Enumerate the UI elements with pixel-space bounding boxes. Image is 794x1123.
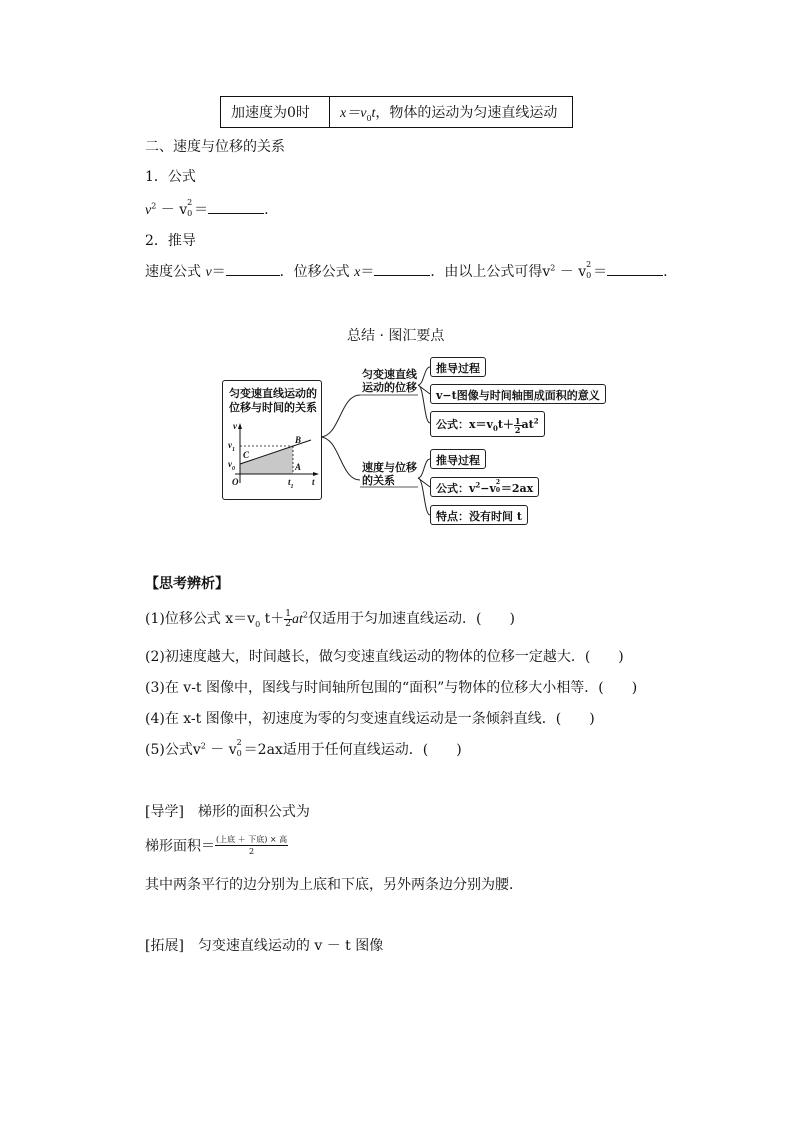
- derive-b: ＝: [211, 264, 226, 280]
- graph-label-v: v: [233, 421, 237, 431]
- branch1-line2: 运动的位移: [362, 381, 417, 394]
- formula-t: t: [371, 105, 376, 121]
- b1-formula-c: at: [521, 418, 534, 431]
- b1-formula-a: 公式：x＝v: [436, 418, 493, 431]
- q5-c: ＝2ax适用于任何直线运动．( ): [243, 742, 462, 758]
- item2-label: 2．推导: [145, 233, 196, 249]
- graph-label-t1: [288, 477, 294, 490]
- b2-item-feature: 特点：没有时间 t: [430, 505, 528, 525]
- guide-formula-a: 梯形面积＝: [145, 838, 215, 855]
- think-q3: (3)在 v-t 图像中，图线与时间轴所包围的“面积”与物体的位移大小相等．( ): [145, 680, 638, 696]
- q1-frac-num: 1: [285, 608, 291, 619]
- formula-x: x＝v: [340, 105, 367, 121]
- q1-sub: 0: [255, 619, 261, 629]
- graph-label-B: B: [295, 435, 302, 445]
- formula-sup: 2: [151, 201, 157, 211]
- think-q5: [145, 739, 462, 759]
- graph-label-C: C: [243, 450, 250, 460]
- think-q4: (4)在 x-t 图像中，初速度为零的匀变速直线运动是一条倾斜直线．( ): [145, 711, 595, 727]
- guide-heading: [导学] 梯形的面积公式为: [145, 804, 310, 820]
- graph-label-A: A: [295, 462, 302, 472]
- formula-line: [145, 199, 269, 219]
- guide-frac-den: 2: [249, 847, 255, 856]
- b1-frac-den: 2: [514, 424, 521, 435]
- mind-map: [220, 350, 610, 530]
- answer-blank[interactable]: [208, 199, 264, 214]
- derive-sup0: 2: [586, 260, 592, 269]
- think-heading: 【思考辨析】: [145, 576, 229, 592]
- b2-item-derivation: 推导过程: [430, 449, 486, 469]
- graph-label-t: t: [312, 477, 315, 487]
- formula-sub0: 0: [187, 209, 193, 218]
- graph-t1-sub: 1: [290, 483, 294, 490]
- q5-sup: 2: [200, 741, 206, 751]
- derive-sup: 2: [550, 263, 556, 273]
- b1-formula-sub: 0: [492, 424, 498, 434]
- graph-v1-text: v: [228, 440, 232, 450]
- b1-formula-frac: [514, 417, 522, 434]
- graph-v0-text: v: [228, 459, 232, 469]
- answer-blank-result[interactable]: [607, 261, 663, 276]
- derive-e: ．由以上公式可得v: [430, 264, 551, 280]
- graph-label-v1: [228, 440, 235, 453]
- branch2-line2: 的关系: [362, 474, 395, 487]
- q1-frac-den: 2: [285, 618, 291, 629]
- graph-label-O: O: [232, 477, 239, 487]
- q1-c: at: [292, 612, 303, 627]
- section-heading: 二、速度与位移的关系: [145, 139, 285, 155]
- derive-d: ＝: [360, 264, 375, 280]
- derive-h: .: [663, 264, 668, 280]
- q1-sup: 2: [302, 610, 308, 620]
- branch1-line1: 匀变速直线: [362, 368, 417, 381]
- formula-minus: － v: [156, 202, 188, 218]
- v-axis-arrow: [238, 423, 242, 429]
- formula-v: v: [145, 203, 152, 218]
- b1-item-formula: [430, 411, 545, 437]
- b2-item-formula: [430, 477, 539, 497]
- q5-b: － v: [205, 742, 237, 758]
- t-axis-arrow: [313, 472, 319, 476]
- formula-sub: 0: [366, 113, 372, 123]
- think-q1: [145, 608, 515, 629]
- derive-a: 速度公式: [145, 264, 206, 280]
- q5-sup0: 2: [236, 738, 242, 747]
- derive-v: v: [205, 265, 212, 280]
- b2-formula-a: 公式：v: [436, 482, 476, 495]
- graph-t1-text: t: [288, 477, 291, 487]
- b2-formula-sup: 2: [475, 480, 481, 490]
- guide-frac: [215, 834, 288, 857]
- b1-item-area-meaning: v−t图像与时间轴围成面积的意义: [430, 384, 606, 404]
- b2-formula-sub0: 0: [495, 487, 501, 494]
- table-cell-result: [330, 97, 573, 128]
- formula-end: .: [264, 202, 269, 218]
- graph-label-v0: [228, 459, 235, 472]
- b2-formula-c: ＝2ax: [500, 482, 534, 495]
- think-q2: (2)初速度越大，时间越长，做匀变速直线运动的物体的位移一定越大．( ): [145, 649, 624, 665]
- vt-graph: [223, 419, 323, 499]
- table-cell-condition: [221, 97, 330, 128]
- derive-c: ．位移公式: [279, 264, 355, 280]
- b1-formula-b: t＋: [497, 418, 514, 431]
- root-line1: 匀变速直线运动的: [229, 387, 317, 400]
- q1-a: (1)位移公式 x＝v: [145, 611, 256, 627]
- b1-frac-num: 1: [514, 415, 521, 426]
- q1-b: t＋: [260, 611, 285, 627]
- derive-x: x: [354, 265, 361, 280]
- derive-f: － v: [555, 264, 587, 280]
- guide-frac-num: (上底 ＋ 下底) × 高: [216, 835, 288, 844]
- branch2-line1: 速度与位移: [362, 461, 417, 474]
- b1-item-derivation: 推导过程: [430, 357, 486, 377]
- b2-formula-sup0: 2: [495, 479, 501, 486]
- root-box: [222, 380, 322, 500]
- b1-formula-sup: 2: [533, 416, 539, 426]
- formula-eq: ＝: [194, 202, 209, 218]
- guide-formula: [145, 834, 288, 857]
- b2-formula-b: −v: [480, 482, 496, 495]
- derive-sub0: 0: [586, 271, 592, 280]
- q1-d: 仅适用于匀加速直线运动．( ): [307, 611, 515, 627]
- answer-blank-velocity[interactable]: [226, 261, 280, 276]
- condition-text: 加速度为0时: [231, 105, 310, 121]
- root-line2: 位移与时间的关系: [229, 401, 317, 414]
- derive-line: [145, 261, 668, 281]
- guide-text: 其中两条平行的边分别为上底和下底，另外两条边分别为腰．: [145, 877, 523, 893]
- formula-sup0: 2: [187, 198, 193, 207]
- q1-frac: [284, 610, 292, 629]
- extend-heading: [拓展] 匀变速直线运动的 v － t 图像: [145, 938, 384, 954]
- answer-blank-displacement[interactable]: [374, 261, 430, 276]
- item1-label: 1．公式: [145, 169, 196, 185]
- formula-table: [220, 96, 573, 128]
- q5-sub0: 0: [236, 749, 242, 758]
- derive-g: ＝: [593, 264, 608, 280]
- result-text: ，物体的运动为匀速直线运动: [375, 104, 558, 121]
- graph-v0-sub: 0: [232, 465, 235, 472]
- q5-a: (5)公式v: [145, 742, 201, 758]
- graph-v1-sub: 1: [232, 446, 235, 453]
- summary-title: 总结 · 图汇要点: [347, 328, 445, 344]
